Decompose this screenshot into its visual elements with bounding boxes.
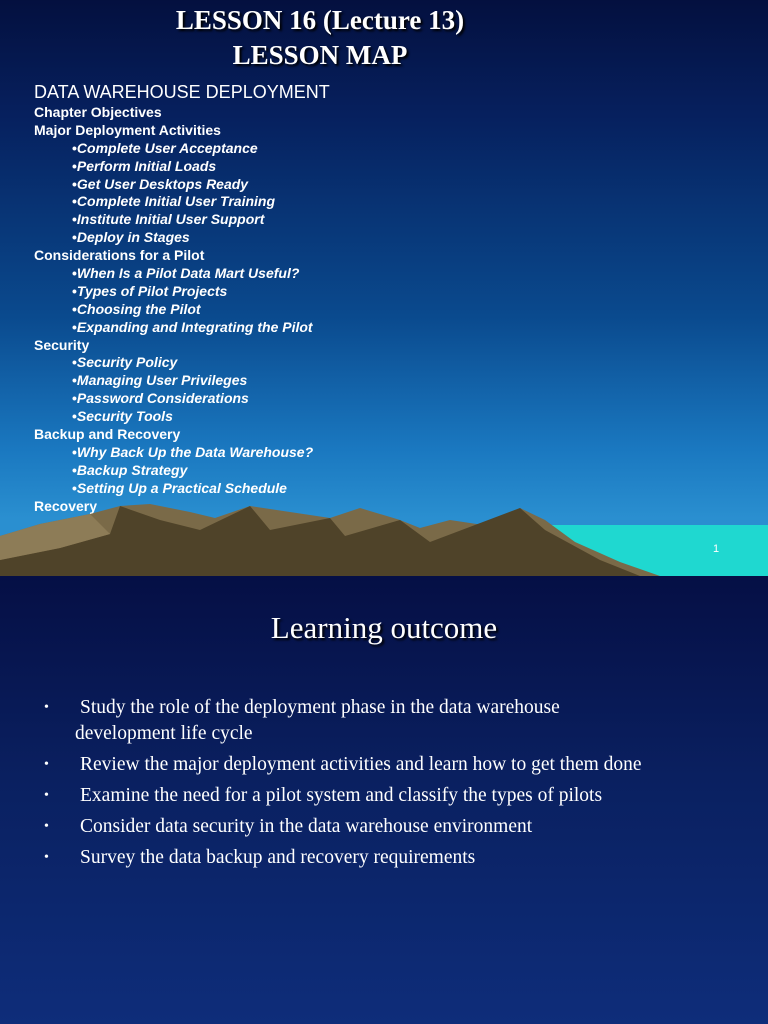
slide-title: Learning outcome bbox=[270, 610, 498, 645]
outline-subtopic: • Complete Initial User Training bbox=[0, 193, 768, 211]
outline-subtopic: • Types of Pilot Projects bbox=[0, 283, 768, 301]
bullet-icon: • bbox=[44, 700, 49, 715]
outline-subtopic: • Security Tools bbox=[0, 408, 768, 426]
outline-subtopic: • Complete User Acceptance bbox=[0, 140, 768, 158]
outcome-text-continued: development life cycle bbox=[75, 723, 253, 744]
outline-topic: Chapter Objectives bbox=[34, 104, 162, 120]
learning-outcome-item bbox=[0, 752, 768, 778]
outline-topic: Backup and Recovery bbox=[34, 426, 181, 443]
outcome-text: Review the major deployment activities and learn how to get them done bbox=[80, 754, 642, 775]
outline-topic: Major Deployment Activities bbox=[34, 121, 221, 138]
bullet-icon: • bbox=[44, 850, 49, 865]
outline-topic: Considerations for a Pilot bbox=[34, 247, 205, 264]
mountain-landscape-illustration bbox=[0, 497, 768, 576]
learning-outcome-item bbox=[0, 845, 768, 871]
outline-subtopic: • Password Considerations bbox=[0, 390, 768, 408]
page-number: 1 bbox=[713, 543, 720, 555]
outcome-text: Survey the data backup and recovery requirements bbox=[80, 847, 476, 868]
outline-subtopic: • Perform Initial Loads bbox=[0, 158, 768, 176]
outcome-text: Examine the need for a pilot system and classify the types of pilots bbox=[80, 785, 603, 806]
slide-title: LESSON 16 (Lecture 13) bbox=[175, 5, 465, 35]
learning-outcome-item bbox=[0, 695, 768, 747]
section-heading: DATA WAREHOUSE DEPLOYMENT bbox=[34, 82, 330, 102]
outline-subtopic: • Choosing the Pilot bbox=[0, 301, 768, 319]
outcome-text: Study the role of the deployment phase in the data warehouse bbox=[80, 697, 560, 718]
outline-subtopic: • Expanding and Integrating the Pilot bbox=[0, 319, 768, 337]
learning-outcome-item bbox=[0, 783, 768, 809]
learning-outcome-slide bbox=[0, 576, 768, 1024]
bullet-icon: • bbox=[44, 757, 49, 772]
outline-subtopic: • Institute Initial User Support bbox=[0, 211, 768, 229]
lesson-outline bbox=[0, 104, 768, 515]
outline-subtopic: • When Is a Pilot Data Mart Useful? bbox=[0, 265, 768, 283]
outline-subtopic: • Deploy in Stages bbox=[0, 229, 768, 247]
learning-outcome-list bbox=[0, 695, 768, 876]
outline-subtopic: • Managing User Privileges bbox=[0, 372, 768, 390]
outline-subtopic: • Security Policy bbox=[0, 354, 768, 372]
outline-topic: Security bbox=[34, 336, 90, 353]
slide-subtitle: LESSON MAP bbox=[232, 40, 408, 70]
outline-subtopic: • Setting Up a Practical Schedule bbox=[0, 480, 768, 498]
outline-subtopic: • Backup Strategy bbox=[0, 462, 768, 480]
outline-subtopic: • Why Back Up the Data Warehouse? bbox=[0, 444, 768, 462]
outline-subtopic: • Get User Desktops Ready bbox=[0, 176, 768, 194]
bullet-icon: • bbox=[44, 788, 49, 803]
outline-topic: Recovery bbox=[34, 497, 98, 514]
outcome-text: Consider data security in the data warehouse environment bbox=[80, 816, 533, 837]
learning-outcome-item bbox=[0, 814, 768, 840]
bullet-icon: • bbox=[44, 819, 49, 834]
